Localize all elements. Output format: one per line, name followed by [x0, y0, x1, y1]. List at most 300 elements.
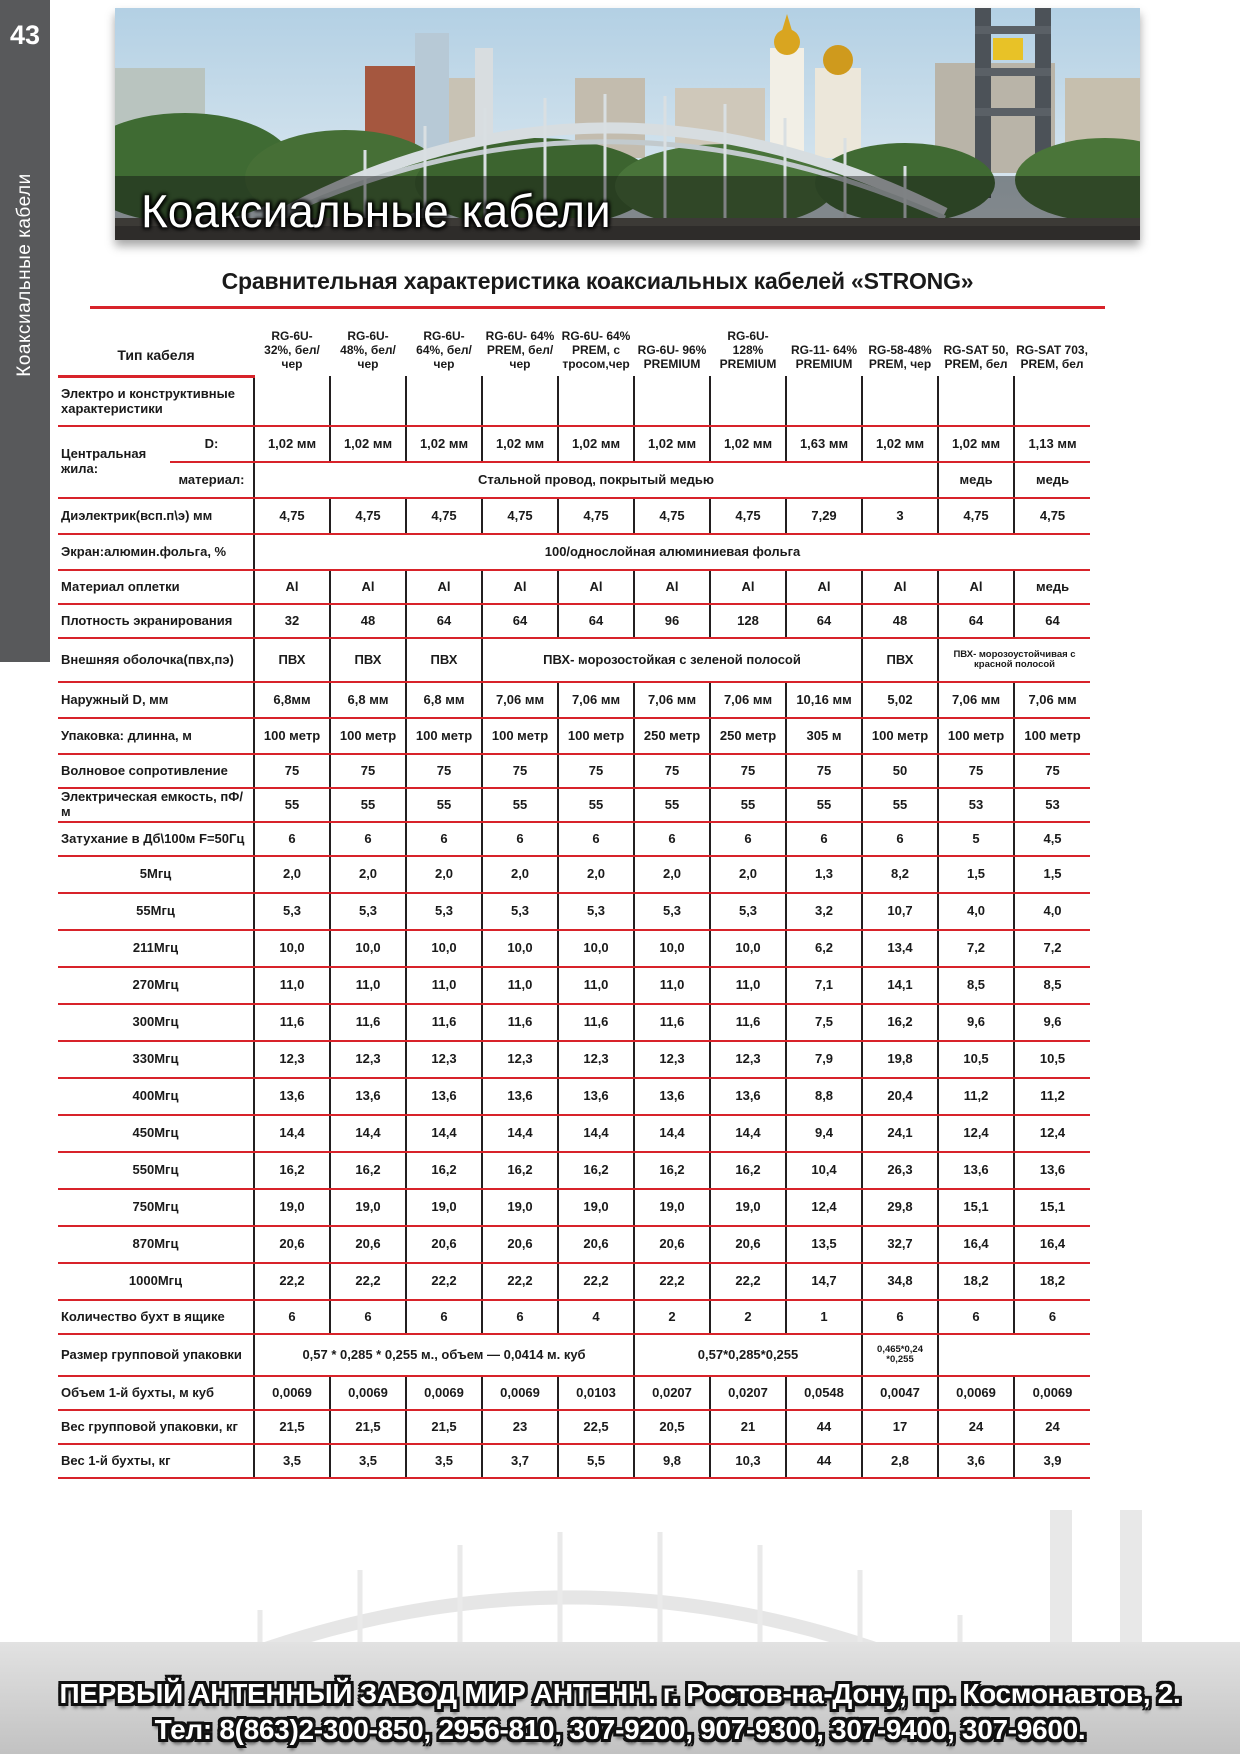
cell-value: 0,0103 [558, 1376, 634, 1410]
cell-value: 7,5 [786, 1004, 862, 1041]
column-header: RG-11- 64% PREMIUM [791, 342, 858, 371]
cell-value: 8,5 [938, 967, 1014, 1004]
cell-value: 55 [254, 788, 330, 822]
cell-value: 11,2 [938, 1078, 1014, 1115]
cell-value: 10,16 мм [786, 682, 862, 718]
title-underline [90, 306, 1105, 309]
cell-value: 11,0 [482, 967, 558, 1004]
cell-value: 5,3 [330, 893, 406, 930]
page-number: 43 [9, 20, 41, 50]
footer-phones: Тел: 8(863)2-300-850, 2956-810, 307-9200, 907-9300, 307-9400, 307-9600. [154, 1714, 1086, 1745]
cell-value: 14,7 [786, 1263, 862, 1300]
cell-value: 55 [406, 788, 482, 822]
cell-value: 21,5 [254, 1410, 330, 1444]
column-header: RG-6U- 64%, бел/чер [416, 330, 472, 371]
cell-value: Al [330, 570, 406, 604]
cell-value: 4,75 [482, 498, 558, 534]
cell-value: 100 метр [938, 718, 1014, 754]
cell-value: 9,4 [786, 1115, 862, 1152]
page-title: Коаксиальные кабели [141, 185, 611, 237]
cell-value: 22,5 [558, 1410, 634, 1444]
cell-value: 75 [634, 754, 710, 788]
cell-value: 1,63 мм [786, 426, 862, 462]
cell-value: ПВХ [330, 638, 406, 682]
cell-value: 1,02 мм [406, 426, 482, 462]
cell-value: 29,8 [862, 1189, 938, 1226]
cell-value: 11,6 [710, 1004, 786, 1041]
row-label: Электро и конструктивные характеристики [58, 376, 254, 426]
cell-value: 250 метр [634, 718, 710, 754]
cell-value: ПВХ [406, 638, 482, 682]
cell-value: 17 [862, 1410, 938, 1444]
cell-value: 14,4 [634, 1115, 710, 1152]
cell-value: 11,6 [634, 1004, 710, 1041]
cell-value: Al [406, 570, 482, 604]
cell-value [786, 376, 862, 426]
row-label: Объем 1-й бухты, м куб [58, 1376, 254, 1410]
cell-value: 5,02 [862, 682, 938, 718]
cell-value: 20,6 [406, 1226, 482, 1263]
cell-value: 10,0 [254, 930, 330, 967]
cell-value: 19,8 [862, 1041, 938, 1078]
cell-value: 14,4 [710, 1115, 786, 1152]
cell-value: 12,3 [482, 1041, 558, 1078]
cell-value: 2,0 [558, 856, 634, 893]
cell-value: 13,5 [786, 1226, 862, 1263]
cell-value: 1,02 мм [330, 426, 406, 462]
cell-value [938, 1334, 1090, 1376]
row-label: Вес 1-й бухты, кг [58, 1444, 254, 1478]
cell-value: 4,75 [710, 498, 786, 534]
row-label: D: [170, 426, 254, 462]
cell-value: 2 [634, 1300, 710, 1334]
cell-value: 1,02 мм [938, 426, 1014, 462]
cell-value: 16,4 [1014, 1226, 1090, 1263]
cell-value: 4,0 [938, 893, 1014, 930]
cell-value: 10,4 [786, 1152, 862, 1189]
cell-value: 4,75 [254, 498, 330, 534]
cell-value: 6 [254, 1300, 330, 1334]
cell-value: 0,0047 [862, 1376, 938, 1410]
cell-value: 12,4 [938, 1115, 1014, 1152]
column-header: RG-6U- 32%, бел/чер [264, 330, 320, 371]
cell-value: 32,7 [862, 1226, 938, 1263]
cell-value: 12,4 [786, 1189, 862, 1226]
cell-value: 53 [938, 788, 1014, 822]
cell-value: 75 [710, 754, 786, 788]
cell-value: 22,2 [254, 1263, 330, 1300]
cell-value: 13,6 [1014, 1152, 1090, 1189]
cell-value: 8,8 [786, 1078, 862, 1115]
row-label: 550Мгц [58, 1152, 254, 1189]
cell-value: 16,2 [710, 1152, 786, 1189]
cell-value: 13,6 [634, 1078, 710, 1115]
cell-value: 48 [330, 604, 406, 638]
cell-value: 6 [862, 822, 938, 856]
cell-value: 0,465*0,24 *0,255 [862, 1334, 938, 1376]
cell-value: 13,6 [482, 1078, 558, 1115]
cell-value: 10,0 [710, 930, 786, 967]
cell-value: 3,6 [938, 1444, 1014, 1478]
cell-value: 6 [406, 1300, 482, 1334]
cell-value: 0,0069 [1014, 1376, 1090, 1410]
cell-value: 55 [634, 788, 710, 822]
cell-value: 6 [634, 822, 710, 856]
comparison-table [58, 330, 1090, 1479]
cell-value: 12,3 [558, 1041, 634, 1078]
cell-value: 20,5 [634, 1410, 710, 1444]
cell-value: 7,06 мм [482, 682, 558, 718]
cell-value: 5,3 [406, 893, 482, 930]
cell-value: 100 метр [482, 718, 558, 754]
row-label: 300Мгц [58, 1004, 254, 1041]
cell-value: 24,1 [862, 1115, 938, 1152]
cell-value [710, 376, 786, 426]
cell-value: 1,5 [938, 856, 1014, 893]
cell-value: 1,02 мм [710, 426, 786, 462]
cell-value: 22,2 [634, 1263, 710, 1300]
cell-value: медь [938, 462, 1014, 498]
cell-value: 19,0 [406, 1189, 482, 1226]
cell-value: 4 [558, 1300, 634, 1334]
column-header: RG-6U- 96% PREMIUM [637, 342, 707, 371]
cell-value: 11,0 [634, 967, 710, 1004]
cell-value: 64 [406, 604, 482, 638]
cell-value: 11,0 [330, 967, 406, 1004]
cell-value: 20,6 [558, 1226, 634, 1263]
cell-value: 4,75 [634, 498, 710, 534]
cell-value: 16,2 [254, 1152, 330, 1189]
cell-value: 16,2 [558, 1152, 634, 1189]
cell-value: 22,2 [558, 1263, 634, 1300]
cell-value: 11,2 [1014, 1078, 1090, 1115]
cell-value [1014, 376, 1090, 426]
cell-value: 10,7 [862, 893, 938, 930]
cell-value: 7,06 мм [710, 682, 786, 718]
cell-value: 100 метр [558, 718, 634, 754]
cell-value: 7,2 [938, 930, 1014, 967]
cell-value: 6 [406, 822, 482, 856]
cell-value: 20,6 [482, 1226, 558, 1263]
footer-address: ПЕРВЫЙ АНТЕННЫЙ ЗАВОД МИР АНТЕНН. г. Ростов-на-Дону, пр. Космонавтов, 2. [59, 1678, 1181, 1709]
cell-value: 2,0 [330, 856, 406, 893]
cell-value: 4,0 [1014, 893, 1090, 930]
row-label: Наружный D, мм [58, 682, 254, 718]
table-body [58, 376, 1090, 1478]
cell-value: 16,2 [406, 1152, 482, 1189]
cell-value: 100 метр [1014, 718, 1090, 754]
cell-value [558, 376, 634, 426]
cell-value: 13,6 [254, 1078, 330, 1115]
cell-value: Al [482, 570, 558, 604]
cell-value: 2,0 [482, 856, 558, 893]
cell-value: 21,5 [330, 1410, 406, 1444]
cell-value: 6 [786, 822, 862, 856]
row-label: Вес групповой упаковки, кг [58, 1410, 254, 1444]
cell-value: 10,0 [634, 930, 710, 967]
cell-value: 75 [1014, 754, 1090, 788]
cell-value: 75 [330, 754, 406, 788]
cell-value: 34,8 [862, 1263, 938, 1300]
cell-value: 1,02 мм [634, 426, 710, 462]
cell-value: 7,9 [786, 1041, 862, 1078]
cell-value: 18,2 [938, 1263, 1014, 1300]
cell-value: 12,3 [406, 1041, 482, 1078]
cell-value: 4,75 [406, 498, 482, 534]
row-label: Упаковка: длинна, м [58, 718, 254, 754]
cell-value: 23 [482, 1410, 558, 1444]
cell-value: 50 [862, 754, 938, 788]
cell-value: 6 [558, 822, 634, 856]
cell-value: 11,0 [254, 967, 330, 1004]
row-label: 330Мгц [58, 1041, 254, 1078]
cell-value: 10,0 [482, 930, 558, 967]
row-label: Диэлектрик(всп.п\э) мм [58, 498, 254, 534]
cell-value: 6 [254, 822, 330, 856]
cell-value: 7,1 [786, 967, 862, 1004]
cell-value: 48 [862, 604, 938, 638]
row-label: Размер групповой упаковки [58, 1334, 254, 1376]
cell-value: ПВХ [254, 638, 330, 682]
cell-value: 0,0069 [482, 1376, 558, 1410]
cell-value: Al [938, 570, 1014, 604]
cell-value: 7,2 [1014, 930, 1090, 967]
cell-value: 64 [558, 604, 634, 638]
cell-value [406, 376, 482, 426]
table-head [58, 330, 1090, 376]
cell-value: 55 [786, 788, 862, 822]
cell-value: 8,5 [1014, 967, 1090, 1004]
cell-value: 10,3 [710, 1444, 786, 1478]
cell-value: 19,0 [558, 1189, 634, 1226]
cell-value: 14,4 [254, 1115, 330, 1152]
row-label: 5Мгц [58, 856, 254, 893]
cell-value: 3,5 [406, 1444, 482, 1478]
cell-value: 5,3 [254, 893, 330, 930]
cell-value [634, 376, 710, 426]
cell-value: 20,6 [710, 1226, 786, 1263]
cell-value: 5,3 [634, 893, 710, 930]
comparison-table-wrap [58, 330, 1092, 1479]
cell-value: ПВХ- морозостойкая с зеленой полосой [482, 638, 862, 682]
cell-value: 100 метр [406, 718, 482, 754]
cell-value: 1,02 мм [558, 426, 634, 462]
row-label: 270Мгц [58, 967, 254, 1004]
cell-value: 0,0548 [786, 1376, 862, 1410]
row-label: Электрическая емкость, пФ/м [58, 788, 254, 822]
cell-value: 1 [786, 1300, 862, 1334]
cell-value: 55 [482, 788, 558, 822]
cell-value: 7,06 мм [1014, 682, 1090, 718]
cell-value: 6 [938, 1300, 1014, 1334]
cell-value: 4,75 [1014, 498, 1090, 534]
table-corner-label: Тип кабеля [58, 330, 254, 376]
cell-value: 11,6 [482, 1004, 558, 1041]
cell-value: 13,6 [558, 1078, 634, 1115]
cell-value: 6,8мм [254, 682, 330, 718]
row-label: Затухание в Дб\100м F=50Гц [58, 822, 254, 856]
cell-value: 6,8 мм [406, 682, 482, 718]
cell-value: 19,0 [634, 1189, 710, 1226]
cell-value: 2,0 [406, 856, 482, 893]
cell-value: 1,13 мм [1014, 426, 1090, 462]
cell-value: Al [254, 570, 330, 604]
cell-value: 128 [710, 604, 786, 638]
row-label: 750Мгц [58, 1189, 254, 1226]
cell-value: Al [558, 570, 634, 604]
cell-value: 22,2 [330, 1263, 406, 1300]
cell-value: 11,0 [406, 967, 482, 1004]
cell-value: 14,4 [406, 1115, 482, 1152]
cell-value: 4,75 [558, 498, 634, 534]
cell-value: Al [786, 570, 862, 604]
cell-value: 305 м [786, 718, 862, 754]
cell-value: 11,6 [254, 1004, 330, 1041]
cell-value: 19,0 [710, 1189, 786, 1226]
cell-value: 8,2 [862, 856, 938, 893]
cell-value: 5,3 [558, 893, 634, 930]
cell-value: 11,6 [558, 1004, 634, 1041]
cell-value: 15,1 [938, 1189, 1014, 1226]
cell-value: 32 [254, 604, 330, 638]
cell-value: 11,6 [406, 1004, 482, 1041]
cell-value: 3,5 [330, 1444, 406, 1478]
cell-value: 12,3 [634, 1041, 710, 1078]
cell-value: 22,2 [482, 1263, 558, 1300]
cell-value [330, 376, 406, 426]
cell-value: 14,1 [862, 967, 938, 1004]
cell-value: 75 [938, 754, 1014, 788]
cell-value: 16,2 [330, 1152, 406, 1189]
row-label: 1000Мгц [58, 1263, 254, 1300]
cell-value: 12,3 [330, 1041, 406, 1078]
cell-value: 0,57*0,285*0,255 [634, 1334, 862, 1376]
cell-value [254, 376, 330, 426]
cell-value: 2 [710, 1300, 786, 1334]
cell-value: 7,29 [786, 498, 862, 534]
row-label: Центральная жила: [58, 426, 170, 498]
cell-value: 1,02 мм [482, 426, 558, 462]
cell-value: 0,0069 [330, 1376, 406, 1410]
cell-value: Al [862, 570, 938, 604]
row-label: Количество бухт в ящике [58, 1300, 254, 1334]
cell-value: 250 метр [710, 718, 786, 754]
cell-value: 3,5 [254, 1444, 330, 1478]
cell-value: 13,6 [406, 1078, 482, 1115]
row-label: материал: [170, 462, 254, 498]
cell-value: 5,5 [558, 1444, 634, 1478]
cell-value: 14,4 [482, 1115, 558, 1152]
cell-value: 11,0 [558, 967, 634, 1004]
column-header: RG-6U- 64% PREM, бел/чер [485, 330, 555, 371]
cell-value: 16,4 [938, 1226, 1014, 1263]
cell-value: 53 [1014, 788, 1090, 822]
cell-value: 6,8 мм [330, 682, 406, 718]
cell-value: 75 [254, 754, 330, 788]
cell-value: 3 [862, 498, 938, 534]
row-label: Внешняя оболочка(пвх,пэ) [58, 638, 254, 682]
cell-value: 20,6 [254, 1226, 330, 1263]
cell-value: 75 [406, 754, 482, 788]
cell-value: 10,0 [330, 930, 406, 967]
cell-value: 0,0069 [938, 1376, 1014, 1410]
header-photo [115, 8, 1140, 240]
column-header: RG-6U- 128% PREMIUM [719, 330, 777, 371]
cell-value: 13,6 [938, 1152, 1014, 1189]
cell-value: 14,4 [330, 1115, 406, 1152]
row-label: Волновое сопротивление [58, 754, 254, 788]
cell-value: 1,5 [1014, 856, 1090, 893]
cell-value: 1,02 мм [862, 426, 938, 462]
row-label: 400Мгц [58, 1078, 254, 1115]
cell-value: 16,2 [482, 1152, 558, 1189]
cell-value: 0,0207 [634, 1376, 710, 1410]
sidebar-vertical-label: Коаксиальные кабели [14, 173, 35, 377]
cell-value: 20,6 [330, 1226, 406, 1263]
cell-value: 4,75 [938, 498, 1014, 534]
cell-value: 4,75 [330, 498, 406, 534]
cell-value: 10,0 [406, 930, 482, 967]
cell-value: Стальной провод, покрытый медью [254, 462, 938, 498]
cell-value: 100 метр [330, 718, 406, 754]
cell-value: 55 [862, 788, 938, 822]
cell-value: 55 [710, 788, 786, 822]
column-header: RG-SAT 703, PREM, бел [1016, 342, 1088, 371]
cell-value: Al [634, 570, 710, 604]
row-label: 870Мгц [58, 1226, 254, 1263]
cell-value: медь [1014, 570, 1090, 604]
cell-value: 13,6 [330, 1078, 406, 1115]
cell-value: 12,4 [1014, 1115, 1090, 1152]
cell-value: 19,0 [330, 1189, 406, 1226]
cell-value: 100 метр [254, 718, 330, 754]
cell-value: 6 [1014, 1300, 1090, 1334]
cell-value: 19,0 [254, 1189, 330, 1226]
cell-value: 55 [558, 788, 634, 822]
cell-value: 12,3 [254, 1041, 330, 1078]
cell-value: 3,7 [482, 1444, 558, 1478]
cell-value: 5,3 [710, 893, 786, 930]
cell-value: 16,2 [862, 1004, 938, 1041]
column-header: RG-6U- 48%, бел/чер [340, 330, 396, 371]
cell-value: 0,57 * 0,285 * 0,255 м., объем — 0,0414 м. куб [254, 1334, 634, 1376]
cell-value: 6 [482, 822, 558, 856]
cell-value: 1,3 [786, 856, 862, 893]
cell-value: 24 [938, 1410, 1014, 1444]
cell-value: 75 [482, 754, 558, 788]
cell-value: 100 метр [862, 718, 938, 754]
cell-value [938, 376, 1014, 426]
cell-value: медь [1014, 462, 1090, 498]
column-header: RG-SAT 50, PREM, бел [943, 342, 1009, 371]
column-header: RG-58-48% PREM, чер [868, 342, 932, 371]
cell-value: 7,06 мм [558, 682, 634, 718]
row-label: 211Мгц [58, 930, 254, 967]
cell-value: 75 [786, 754, 862, 788]
cell-value: 9,8 [634, 1444, 710, 1478]
cell-value: 9,6 [938, 1004, 1014, 1041]
cell-value: 1,02 мм [254, 426, 330, 462]
cell-value: 5,3 [482, 893, 558, 930]
cell-value: 75 [558, 754, 634, 788]
cell-value: 13,6 [710, 1078, 786, 1115]
cell-value: 6 [862, 1300, 938, 1334]
cell-value: 10,5 [1014, 1041, 1090, 1078]
cell-value: 9,6 [1014, 1004, 1090, 1041]
cell-value: 44 [786, 1410, 862, 1444]
cell-value: 26,3 [862, 1152, 938, 1189]
cell-value: 15,1 [1014, 1189, 1090, 1226]
